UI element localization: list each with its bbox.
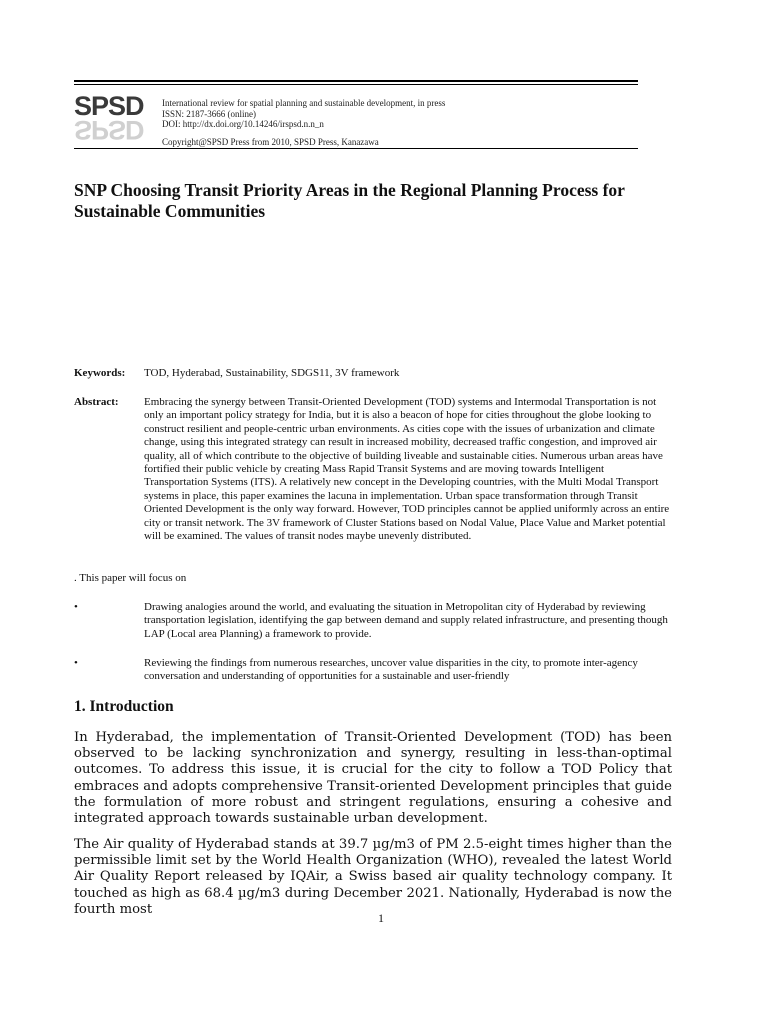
page-number: 1 <box>378 911 384 925</box>
section-heading-introduction: 1. Introduction <box>74 698 174 715</box>
logo-reflection: SPSD <box>74 115 144 145</box>
header-rule-top <box>74 80 638 82</box>
abstract-label: Abstract: <box>74 396 119 408</box>
issn: ISSN: 2187-3666 (online) <box>162 108 256 119</box>
bullet-text: Reviewing the findings from numerous researches, uncover value disparities in the city, to promote inter-agency conversation and understanding of opportunities for a sustainable and user-friendly <box>144 657 638 683</box>
bullet-marker: • <box>74 657 78 669</box>
intro-paragraph: The Air quality of Hyderabad stands at 39.7 µg/m3 of PM 2.5-eight times higher than the permissible limit set by the World Health Organization (WHO), revealed the latest World Air Quality Report released by IQAir, a Swiss based air quality technology company. It touched as high as 68.4 µg/m3 during December 2021. Nationally, Hyderabad is now the fourth most <box>74 837 672 917</box>
spsd-logo <box>74 91 146 145</box>
intro-paragraph: In Hyderabad, the implementation of Transit-Oriented Development (TOD) has been observed to be lacking synchronization and synergy, resulting in less-than-optimal outcomes. To address this issue, it is crucial for the city to follow a TOD Policy that embraces and adopts comprehensive Transit-oriented Development principles that guide the formulation of more robust and stringent regulations, ensuring a cohesive and integrated approach towards sustainable urban development. <box>74 730 672 827</box>
logo-text: SPSD <box>74 91 144 121</box>
journal-info <box>162 98 445 147</box>
header-rule-bottom <box>74 148 638 149</box>
keywords-value: TOD, Hyderabad, Sustainability, SDGS11, 3V framework <box>144 367 400 379</box>
paper-title: SNP Choosing Transit Priority Areas in the Regional Planning Process for Sustainable Communities <box>74 180 625 221</box>
keywords-label: Keywords: <box>74 367 126 379</box>
header-rule-top-secondary <box>74 84 638 85</box>
journal-line: International review for spatial planning and sustainable development, in press <box>162 98 446 108</box>
bullet-text: Drawing analogies around the world, and evaluating the situation in Metropolitan city of Hyderabad by reviewing transportation legislation, identifying the gap between demand and supply related infrastructure, and presenting though LAP (Local area Planning) a framework to provide. <box>144 601 668 640</box>
bullet-marker: • <box>74 601 78 613</box>
abstract-text: Embracing the synergy between Transit-Oriented Development (TOD) systems and Intermodal Transportation is not only an important policy strategy for India, but it is also a beacon of hope for cities throughout the globe looking to construct resilient and people-centric urban environments. As cities cope with the issues of urbanization and climate change, using this integrated strategy can result in increased mobility, decreased traffic congestion, and improved air quality, all of which contribute to the objective of building liveable and sustainable cities. Numerous urban areas have fortified their public vehicle by creating Mass Rapid Transit Systems and are moving towards Intelligent Transportation Systems (ITS). A relatively new concept in the Developing countries, with the Multi Modal Transport systems in place, this paper examines the lacuna in implementation. Urban space transformation through Transit Oriented Development is the only way forward. However, TOD principles cannot be applied uniformly across an entire city or transit network. The 3V framework of Cluster Stations based on Nodal Value, Place Value and Market potential will be examined. The values of transit nodes maybe unevenly distributed. <box>144 396 670 543</box>
doi: DOI: http://dx.doi.org/10.14246/irspsd.n.n_n <box>162 119 324 129</box>
focus-line: . This paper will focus on <box>74 572 187 584</box>
copyright: Copyright@SPSD Press from 2010, SPSD Press, Kanazawa <box>162 136 379 147</box>
